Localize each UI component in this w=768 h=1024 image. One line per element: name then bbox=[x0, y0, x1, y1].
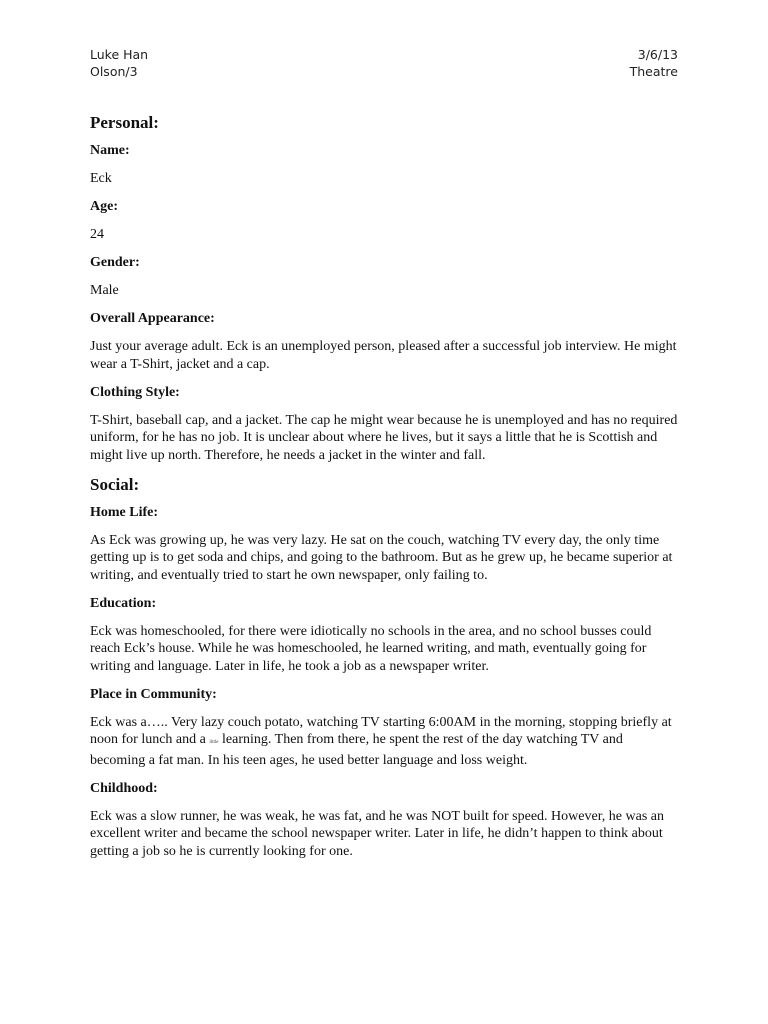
document-body bbox=[90, 113, 678, 860]
student-name: Luke Han bbox=[90, 47, 149, 62]
class-period: Olson/3 bbox=[90, 64, 138, 79]
community-value bbox=[90, 714, 678, 770]
childhood-label: Childhood: bbox=[90, 780, 158, 796]
community-text-part2: learning. Then from there, he spent the rest of the day watching TV and becoming a fat man. In his teen ages, he used better language and loss weight. bbox=[90, 732, 623, 768]
childhood-value: Eck was a slow runner, he was weak, he was fat, and he was NOT built for speed. However, he was an excellent writer and became the school newspaper writer. Later in life, he didn’t happen to think about getting a job so he is currently looking for one. bbox=[90, 808, 664, 859]
name-value: Eck bbox=[90, 171, 112, 186]
education-label: Education: bbox=[90, 595, 157, 611]
age-value: 24 bbox=[90, 227, 104, 242]
age-label: Age: bbox=[90, 199, 118, 214]
section-title-personal: Personal: bbox=[90, 113, 159, 132]
community-text-part1: Eck was a….. Very lazy couch potato, watching TV starting 6:00AM in the morning, stopping briefly at noon for lunch and a bbox=[90, 714, 672, 747]
home-life-label: Home Life: bbox=[90, 504, 159, 520]
document-date: 3/6/13 bbox=[637, 47, 678, 62]
community-tiny-word: little bbox=[209, 740, 219, 745]
home-life-value: As Eck was growing up, he was very lazy. He sat on the couch, watching TV every day, the only time getting up is to get soda and chips, and going to the bathroom. But as he grew up, he became superior at writing, and eventually tried to start he own newspaper, only failing to. bbox=[90, 532, 673, 583]
education-value: Eck was homeschooled, for there were idiotically no schools in the area, and no school busses could reach Eck’s house. While he was homeschooled, he learned writing, and math, eventually going for writing and language. Later in life, he took a job as a newspaper writer. bbox=[90, 623, 652, 674]
appearance-label: Overall Appearance: bbox=[90, 311, 215, 326]
gender-value: Male bbox=[90, 283, 119, 298]
page-header bbox=[90, 46, 678, 80]
name-label: Name: bbox=[90, 143, 130, 158]
community-label: Place in Community: bbox=[90, 686, 217, 702]
appearance-value: Just your average adult. Eck is an unemployed person, pleased after a successful job interview. He might wear a T-Shirt, jacket and a cap. bbox=[90, 339, 677, 372]
document-page bbox=[90, 46, 678, 871]
clothing-value: T-Shirt, baseball cap, and a jacket. The cap he might wear because he is unemployed and has no required uniform, for he has no job. It is unclear about where he lives, but it says a little that he is Scottish and might live up north. Therefore, he needs a jacket in the winter and fall. bbox=[90, 412, 678, 463]
header-left bbox=[90, 46, 148, 80]
header-right bbox=[630, 46, 678, 80]
gender-label: Gender: bbox=[90, 255, 140, 270]
clothing-label: Clothing Style: bbox=[90, 384, 180, 400]
section-title-social: Social: bbox=[90, 474, 140, 494]
subject-name: Theatre bbox=[629, 64, 678, 79]
